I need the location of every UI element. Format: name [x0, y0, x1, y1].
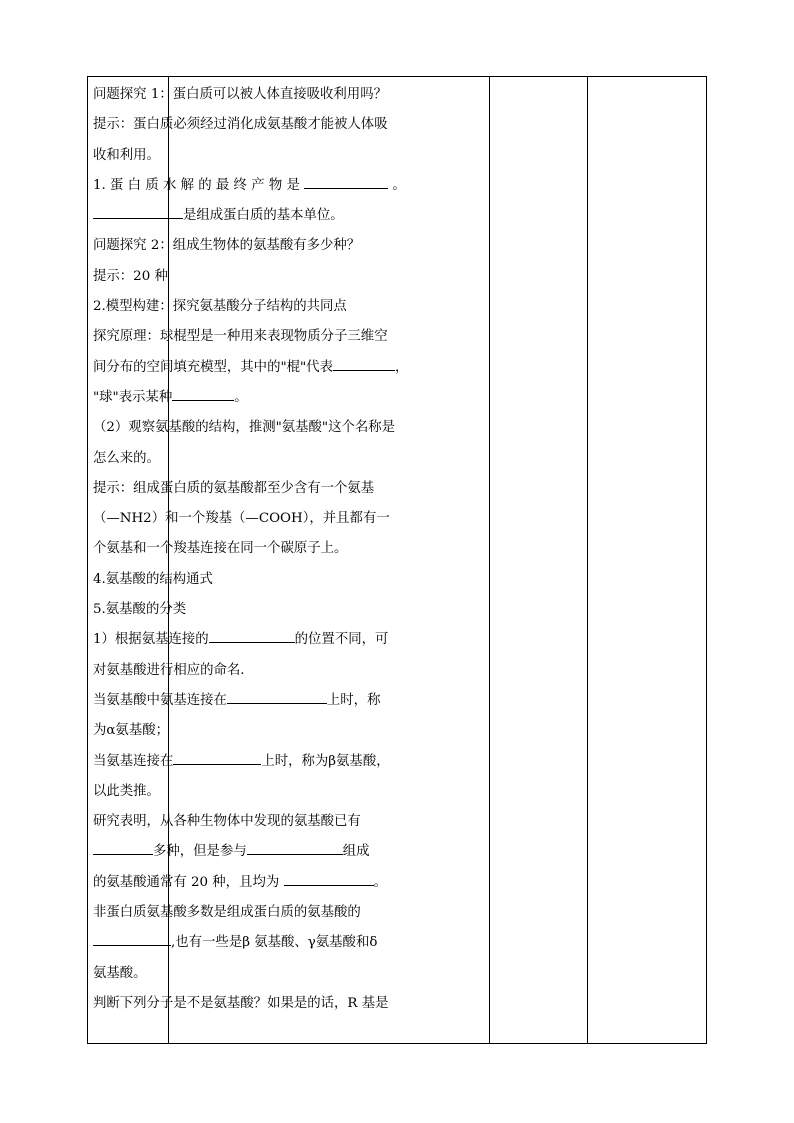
text-line: 提示：蛋白质必须经过消化成氨基酸才能被人体吸 [93, 117, 388, 133]
text-segment: 间分布的空间填充模型，其中的"棍"代表 [93, 359, 333, 375]
answer-blank[interactable] [227, 689, 327, 704]
text-line: 收和利用。 [93, 147, 160, 163]
answer-blank[interactable] [333, 356, 395, 371]
text-line: 个氨基和一个羧基连接在同一个碳原子上。 [93, 541, 348, 557]
column-divider [587, 77, 588, 1043]
fill-in-line [93, 383, 409, 413]
text-segment: 。 [373, 874, 387, 890]
answer-blank[interactable] [93, 204, 183, 219]
answer-blank[interactable] [284, 871, 374, 886]
answer-blank[interactable] [93, 931, 171, 946]
text-line: 问题探究 1：蛋白质可以被人体直接吸收利用吗？ [93, 87, 387, 102]
fill-in-line [93, 625, 409, 655]
text-segment: ， [394, 359, 409, 375]
text-segment: 上时，称 [326, 692, 381, 708]
text-segment: 的氨基酸通常有 20 种，且均为 [93, 874, 284, 890]
text-line: 4.氨基酸的结构通式 [93, 571, 213, 587]
fill-in-line [93, 868, 409, 898]
text-segment: ,也有一些是β 氨基酸、γ氨基酸和δ [171, 935, 378, 951]
answer-blank[interactable] [304, 174, 388, 189]
text-segment: 当氨基酸中氨基连接在 [93, 692, 227, 708]
answer-blank[interactable] [247, 840, 343, 855]
answer-blank[interactable] [209, 628, 295, 643]
fill-in-line [93, 201, 409, 231]
fill-in-line [93, 686, 409, 716]
text-line: 非蛋白质氨基酸多数是组成蛋白质的氨基酸的 [93, 905, 361, 921]
text-line: 判断下列分子是不是氨基酸？如果是的话，R 基是 [93, 995, 389, 1011]
text-segment: 1. 蛋 白 质 水 解 的 最 终 产 物 是 [93, 177, 305, 193]
text-segment: 是组成蛋白质的基本单位。 [183, 208, 344, 224]
text-segment: 组成 [342, 844, 370, 860]
text-line: 2.模型构建：探究氨基酸分子结构的共同点 [93, 299, 347, 315]
text-line: 5.氨基酸的分类 [93, 602, 187, 618]
text-line: 研究表明，从各种生物体中发现的氨基酸已有 [93, 814, 361, 830]
text-segment: "球"表示某种 [93, 389, 173, 405]
text-segment: 上时，称为β氨基酸， [261, 753, 390, 769]
text-line: 问题探究 2：组成生物体的氨基酸有多少种？ [93, 238, 361, 254]
fill-in-line [93, 747, 409, 777]
text-line: 氨基酸。 [93, 965, 147, 981]
text-line: 怎么来的。 [93, 450, 160, 466]
text-line: （—NH2）和一个羧基（—COOH），并且都有一 [93, 511, 390, 527]
fill-in-line [93, 837, 409, 867]
text-segment: 。 [234, 389, 248, 405]
text-segment: 的位置不同，可 [294, 632, 389, 648]
text-segment: 1）根据氨基连接的 [93, 632, 209, 648]
text-line: 提示：20 种 [93, 268, 168, 284]
text-line: 为α氨基酸； [93, 723, 169, 739]
text-segment: 。 [388, 177, 406, 193]
column-divider [489, 77, 490, 1043]
text-line: （2）观察氨基酸的结构，推测"氨基酸"这个名称是 [93, 420, 396, 436]
answer-blank[interactable] [93, 840, 153, 855]
text-segment: 当氨基连接在 [93, 753, 174, 769]
text-line: 对氨基酸进行相应的命名. [93, 662, 245, 678]
fill-in-line [93, 353, 409, 383]
fill-in-line [93, 171, 409, 201]
text-line: 以此类推。 [93, 783, 160, 799]
text-segment: 多种，但是参与 [153, 844, 247, 860]
answer-blank[interactable] [173, 750, 261, 765]
content-cell [87, 76, 413, 1019]
fill-in-line [93, 928, 409, 958]
answer-blank[interactable] [172, 386, 234, 401]
text-line: 探究原理：球棍型是一种用来表现物质分子三维空 [93, 329, 388, 345]
text-line: 提示：组成蛋白质的氨基酸都至少含有一个氨基 [93, 480, 375, 496]
